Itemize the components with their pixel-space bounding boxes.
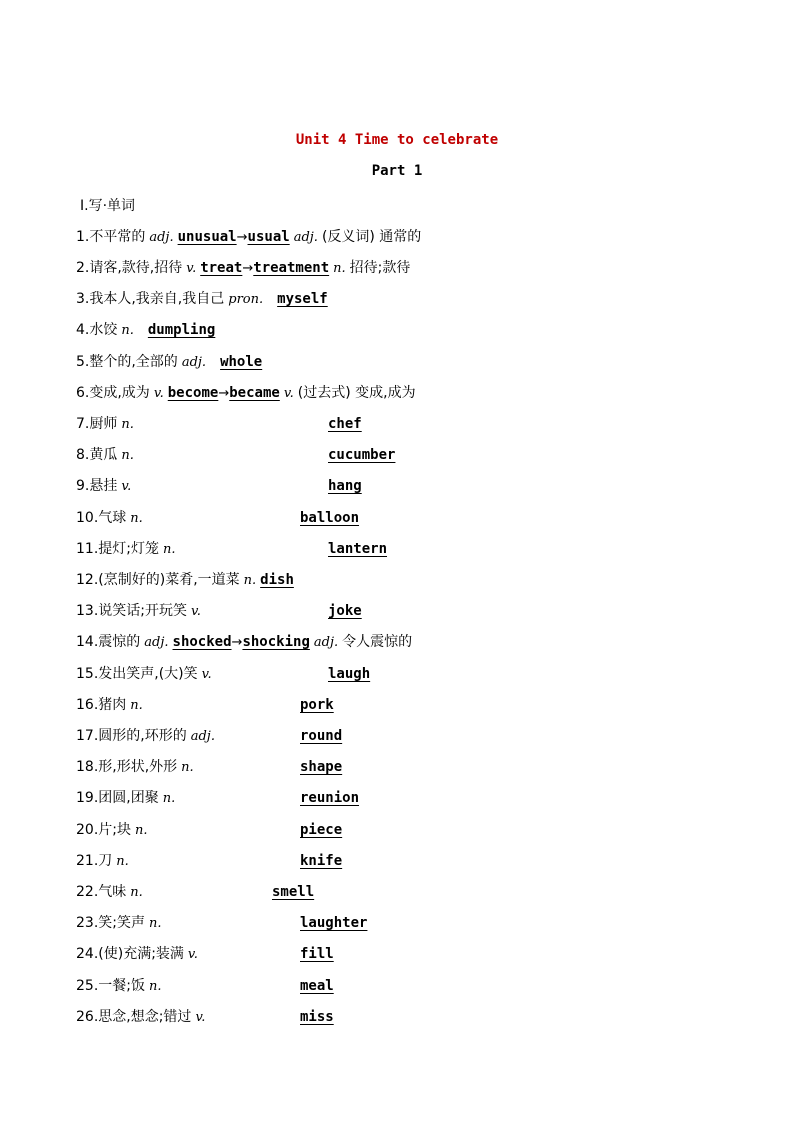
vocab-item — [76, 569, 294, 591]
part-of-speech: v. — [195, 1010, 206, 1025]
part-subtitle: Part 1 — [371, 163, 423, 179]
vocab-item — [76, 663, 371, 685]
part-of-speech: n. — [130, 511, 143, 526]
part-of-speech: adj. — [149, 230, 174, 245]
part-of-speech-2: v. — [283, 386, 294, 401]
vocab-item — [76, 257, 410, 279]
vocab-item — [76, 319, 215, 341]
vocab-item — [76, 787, 360, 809]
vocab-item — [76, 507, 360, 529]
item-number: 6. — [76, 385, 90, 401]
part-of-speech-2: adj. — [293, 230, 318, 245]
answer-word: knife — [300, 853, 343, 869]
part-of-speech: adj. — [190, 729, 215, 744]
answer-word: whole — [220, 354, 263, 370]
part-of-speech: v. — [186, 261, 197, 276]
part-of-speech: adj. — [181, 355, 207, 370]
item-number: 23. — [76, 915, 99, 931]
vocab-item — [76, 475, 362, 497]
part-of-speech: n. — [121, 448, 134, 463]
vocab-item — [76, 413, 362, 435]
answer-word: lantern — [328, 541, 388, 557]
item-number: 25. — [76, 978, 99, 994]
item-chinese: 笑;笑声 — [98, 915, 145, 931]
page-title: Unit 4 Time to celebrate — [295, 132, 499, 148]
item-chinese: (使)充满;装满 — [98, 946, 184, 962]
item-number: 7. — [76, 416, 90, 432]
arrow-icon: → — [231, 635, 243, 650]
item-chinese: 圆形的,环形的 — [98, 728, 187, 744]
part-of-speech: pron. — [228, 292, 264, 307]
vocab-item — [76, 538, 388, 560]
part-of-speech: n. — [134, 823, 148, 838]
item-chinese: (烹制好的)菜肴,一道菜 — [98, 572, 240, 588]
answer-word: round — [300, 728, 343, 744]
item-number: 26. — [76, 1009, 99, 1025]
item-chinese: 整个的,全部的 — [89, 354, 178, 370]
part-of-speech-2: n. — [333, 261, 346, 276]
item-number: 20. — [76, 822, 99, 838]
vocab-item — [76, 725, 343, 747]
answer-word-2: shocking — [242, 634, 310, 650]
answer-word: reunion — [300, 790, 360, 806]
answer-word: dish — [260, 572, 294, 588]
item-chinese: 震惊的 — [98, 634, 141, 650]
item-chinese: 厨师 — [89, 416, 118, 432]
part-of-speech: n. — [243, 573, 257, 588]
answer-word: piece — [300, 822, 343, 838]
item-number: 1. — [76, 229, 90, 245]
item-number: 19. — [76, 790, 99, 806]
vocab-item — [76, 881, 315, 903]
part-of-speech: n. — [181, 760, 194, 775]
item-chinese: 黄瓜 — [89, 447, 118, 463]
answer-word: hang — [328, 478, 362, 494]
item-number: 4. — [76, 322, 90, 338]
part-of-speech: v. — [201, 667, 212, 682]
answer-word: shocked — [172, 634, 232, 650]
answer-word: myself — [277, 291, 328, 307]
part-of-speech: n. — [148, 979, 162, 994]
item-chinese: 气味 — [98, 884, 127, 900]
item-number: 8. — [76, 447, 90, 463]
item-chinese: 形,形状,外形 — [98, 759, 178, 775]
arrow-icon: → — [242, 261, 254, 276]
answer-word: fill — [300, 946, 334, 962]
answer-word: dumpling — [147, 322, 216, 338]
vocab-item — [76, 756, 343, 778]
item-number: 12. — [76, 572, 99, 588]
item-number: 3. — [76, 291, 90, 307]
answer-word-2: became — [229, 385, 280, 401]
item-number: 13. — [76, 603, 99, 619]
answer-word: joke — [328, 603, 362, 619]
item-number: 17. — [76, 728, 99, 744]
vocab-item — [76, 912, 368, 934]
item-number: 15. — [76, 666, 99, 682]
item-note: 令人震惊的 — [342, 634, 413, 650]
part-of-speech: n. — [148, 916, 162, 931]
part-of-speech: n. — [116, 854, 129, 869]
vocab-item — [76, 1006, 334, 1028]
part-of-speech: n. — [130, 698, 143, 713]
item-number: 21. — [76, 853, 99, 869]
part-of-speech: n. — [162, 791, 176, 806]
item-chinese: 一餐;饭 — [98, 978, 145, 994]
vocab-item — [76, 444, 396, 466]
vocab-item — [76, 975, 334, 997]
item-chinese: 水饺 — [89, 322, 118, 338]
item-note: 招待;款待 — [349, 260, 411, 276]
vocab-item — [76, 819, 343, 841]
item-number: 5. — [76, 354, 90, 370]
item-chinese: 团圆,团聚 — [98, 790, 159, 806]
answer-word: cucumber — [328, 447, 396, 463]
answer-word: shape — [300, 759, 343, 775]
answer-word: become — [167, 385, 219, 401]
item-number: 18. — [76, 759, 99, 775]
vocab-item — [76, 382, 416, 404]
vocab-item — [76, 943, 334, 965]
part-of-speech: v. — [187, 947, 198, 962]
part-of-speech: v. — [190, 604, 201, 619]
arrow-icon: → — [236, 230, 248, 245]
item-note: (反义词) 通常的 — [321, 229, 422, 245]
answer-word: meal — [300, 978, 334, 994]
item-chinese: 刀 — [98, 853, 113, 869]
item-chinese: 提灯;灯笼 — [98, 541, 159, 557]
item-chinese: 说笑话;开玩笑 — [98, 603, 187, 619]
part-of-speech: n. — [121, 323, 134, 338]
item-chinese: 变成,成为 — [89, 385, 150, 401]
answer-word: pork — [300, 697, 334, 713]
vocab-item — [76, 288, 328, 310]
item-chinese: 思念,想念;错过 — [98, 1009, 192, 1025]
item-number: 2. — [76, 260, 90, 276]
part-of-speech: n. — [162, 542, 176, 557]
item-chinese: 发出笑声,(大)笑 — [98, 666, 198, 682]
vocab-item — [76, 600, 362, 622]
item-chinese: 猪肉 — [98, 697, 127, 713]
section-heading: Ⅰ.写·单词 — [80, 198, 136, 214]
answer-word: laughter — [300, 915, 368, 931]
item-chinese: 我本人,我亲自,我自己 — [89, 291, 225, 307]
answer-word: balloon — [300, 510, 360, 526]
vocab-item — [76, 631, 412, 653]
part-of-speech: n. — [130, 885, 143, 900]
part-of-speech: adj. — [144, 635, 169, 650]
arrow-icon: → — [218, 386, 230, 401]
item-chinese: 不平常的 — [89, 229, 146, 245]
part-of-speech: v. — [121, 479, 132, 494]
answer-word-2: treatment — [253, 260, 330, 276]
item-number: 9. — [76, 478, 90, 494]
item-number: 10. — [76, 510, 99, 526]
item-number: 22. — [76, 884, 99, 900]
answer-word: miss — [300, 1009, 334, 1025]
item-number: 11. — [76, 541, 99, 557]
answer-word: treat — [200, 260, 243, 276]
item-chinese: 片;块 — [98, 822, 131, 838]
item-chinese: 请客,款待,招待 — [89, 260, 183, 276]
answer-word: unusual — [177, 229, 237, 245]
answer-word: laugh — [328, 666, 371, 682]
vocab-item — [76, 226, 421, 248]
vocab-item — [76, 351, 262, 373]
answer-word: smell — [272, 884, 315, 900]
item-number: 16. — [76, 697, 99, 713]
part-of-speech: v. — [153, 386, 164, 401]
item-note: (过去式) 变成,成为 — [297, 385, 416, 401]
answer-word-2: usual — [247, 229, 290, 245]
item-number: 14. — [76, 634, 99, 650]
part-of-speech: n. — [121, 417, 134, 432]
item-number: 24. — [76, 946, 99, 962]
item-chinese: 气球 — [98, 510, 127, 526]
item-chinese: 悬挂 — [89, 478, 118, 494]
vocab-item — [76, 694, 334, 716]
part-of-speech-2: adj. — [313, 635, 339, 650]
vocab-item — [76, 850, 343, 872]
answer-word: chef — [328, 416, 362, 432]
